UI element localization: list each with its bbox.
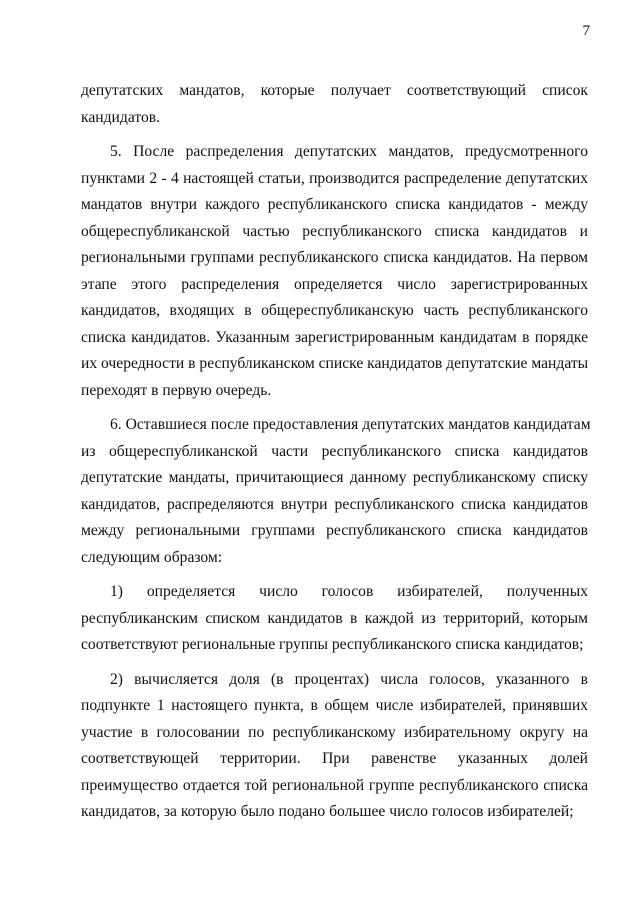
- text-line: между региональными группами республиканского списка кандидатов: [81, 522, 588, 539]
- text-line: соответствующей территории. При равенстве указанных долей: [81, 750, 588, 767]
- paragraph: [81, 579, 588, 659]
- paragraph: [81, 78, 588, 131]
- text-line: 2) вычисляется доля (в процентах) числа голосов, указанного в: [110, 670, 588, 688]
- text-line: 1) определяется число голосов избирателей, полученных: [110, 583, 588, 600]
- text-line: преимущество отдается той региональной группе республиканского списка: [81, 776, 588, 794]
- text-line: участие в голосовании по республиканскому избирательному округу на: [81, 723, 588, 741]
- text-line: мандатов внутри каждого республиканского списка кандидатов - между: [81, 196, 588, 213]
- text-line: общереспубликанской частью республиканского списка кандидатов и: [81, 222, 588, 240]
- text-line: кандидатов.: [81, 108, 161, 126]
- text-line: кандидатов, распределяются внутри республиканского списка кандидатов: [81, 495, 588, 513]
- page-number: 7: [582, 23, 590, 39]
- text-line: соответствуют региональные группы республиканского списка кандидатов;: [81, 636, 584, 653]
- text-line: их очередности в республиканском списке кандидатов депутатские мандаты: [81, 355, 589, 372]
- text-line: из общереспубликанской части республиканского списка кандидатов: [81, 442, 588, 460]
- paragraph: [81, 412, 591, 571]
- text-line: депутатские мандаты, причитающиеся данному республиканскому списку: [81, 469, 588, 486]
- text-line: депутатских мандатов, которые получает соответствующий список: [81, 82, 588, 99]
- text-line: подпункте 1 настоящего пункта, в общем числе избирателей, принявших: [81, 697, 588, 714]
- document-body: [81, 78, 591, 834]
- text-line: следующим образом:: [81, 548, 223, 566]
- text-line: этапе этого распределения определяется число зарегистрированных: [81, 275, 588, 293]
- text-line: переходят в первую очередь.: [81, 381, 272, 399]
- paragraph: [81, 667, 588, 826]
- text-line: 5. После распределения депутатских мандатов, предусмотренного: [110, 143, 588, 160]
- text-line: 6. Оставшиеся после предоставления депутатских мандатов кандидатам: [110, 416, 591, 433]
- text-line: республиканским списком кандидатов в каждой из территорий, которым: [81, 609, 588, 627]
- text-line: региональными группами республиканского списка кандидатов. На первом: [81, 249, 588, 266]
- text-line: списка кандидатов. Указанным зарегистрированным кандидатам в порядке: [81, 328, 588, 346]
- text-line: пунктами 2 - 4 настоящей статьи, производится распределение депутатских: [81, 169, 588, 187]
- paragraph: [81, 139, 588, 404]
- text-line: кандидатов, за которую было подано большее число голосов избирателей;: [81, 803, 574, 820]
- text-line: кандидатов, входящих в общереспубликанскую часть республиканского: [81, 302, 588, 319]
